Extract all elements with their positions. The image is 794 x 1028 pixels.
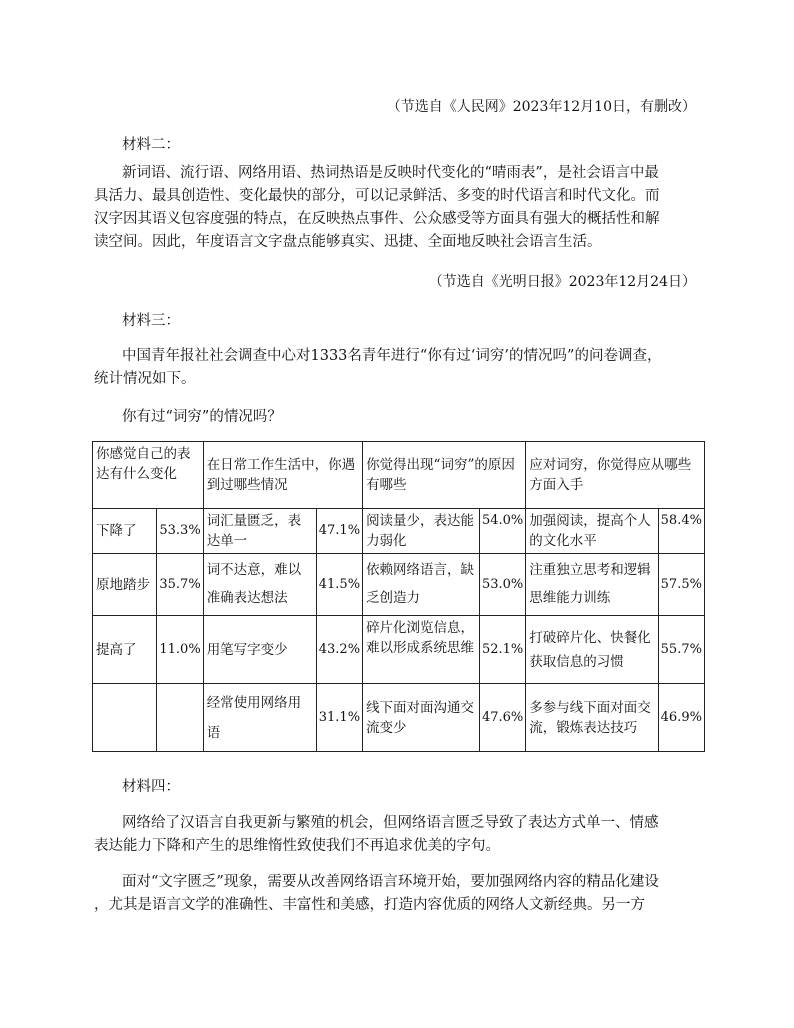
- table-cell: 55.7%: [658, 616, 704, 684]
- table-cell: 11.0%: [157, 616, 203, 684]
- text-line: 汉字因其语义包容度强的特点，在反映热点事件、公众感受等方面具有强大的概括性和解: [94, 211, 660, 227]
- material-4-label: 材料四：: [122, 779, 180, 795]
- text-line: 新词语、流行语、网络用语、热词热语是反映时代变化的“晴雨表”，是社会语言中最: [122, 165, 659, 181]
- header-cell: 你觉得出现“词穷”的原因有哪些: [363, 442, 526, 509]
- table-cell: 53.0%: [479, 554, 525, 616]
- table-cell: 线下面对面沟通交流变少: [363, 684, 480, 752]
- table-cell: 原地踏步: [93, 554, 157, 616]
- table-cell: 注重独立思考和逻辑思维能力训练: [526, 554, 658, 616]
- table-cell: [157, 684, 203, 752]
- table-cell: 词汇量匮乏，表达单一: [203, 509, 316, 554]
- table-cell: 46.9%: [658, 684, 704, 752]
- text-line: 中国青年报社社会调查中心对1333名青年进行“你有过‘词穷’的情况吗”的问卷调查，: [122, 348, 662, 364]
- table-cell: 43.2%: [316, 616, 362, 684]
- table-cell: 多参与线下面对面交流，锻炼表达技巧: [526, 684, 658, 752]
- material-2-label: 材料二：: [122, 137, 180, 153]
- text-line: ，尤其是语言文学的准确性、丰富性和美感，打造内容优质的网络人文新经典。另一方: [94, 897, 645, 913]
- material-2-paragraph: [94, 162, 698, 254]
- table-row: [93, 509, 705, 554]
- table-row: [93, 554, 705, 616]
- table-cell: 47.6%: [479, 684, 525, 752]
- table-cell: 47.1%: [316, 509, 362, 554]
- text-line: 读空间。因此，年度语言文字盘点能够真实、迅捷、全面地反映社会语言生活。: [94, 234, 602, 250]
- text-line: 面对“文字匮乏”现象，需要从改善网络语言环境开始，要加强网络内容的精品化建设: [122, 874, 659, 890]
- table-cell: 提高了: [93, 616, 157, 684]
- table-cell: 词不达意，难以准确表达想法: [203, 554, 316, 616]
- table-cell: 52.1%: [479, 616, 525, 684]
- table-cell: 加强阅读，提高个人的文化水平: [526, 509, 658, 554]
- table-cell: 下降了: [93, 509, 157, 554]
- header-cell: 在日常工作生活中，你遇到过哪些情况: [203, 442, 362, 509]
- text-line: 具活力、最具创造性、变化最快的部分，可以记录鲜活、多变的时代语言和时代文化。而: [94, 188, 660, 204]
- table-row: [93, 684, 705, 752]
- table-title: 你有过“词穷”的情况吗？: [122, 409, 282, 425]
- material-4-paragraph-2: [94, 871, 698, 917]
- table-cell: 依赖网络语言，缺乏创造力: [363, 554, 480, 616]
- text-line: 表达能力下降和产生的思维惰性致使我们不再追求优美的字句。: [94, 838, 500, 854]
- table-cell: 54.0%: [479, 509, 525, 554]
- table-cell: 阅读量少，表达能力弱化: [363, 509, 480, 554]
- text-line: 统计情况如下。: [94, 371, 196, 387]
- table-cell: 31.1%: [316, 684, 362, 752]
- table-cell: 经常使用网络用语: [203, 684, 316, 752]
- table-cell: 碎片化浏览信息，难以形成系统思维: [363, 616, 480, 684]
- table-cell: 53.3%: [157, 509, 203, 554]
- survey-table: [92, 441, 705, 752]
- source-citation-1: （节选自《人民网》2023年12月10日，有删改）: [386, 99, 696, 115]
- table-cell: 35.7%: [157, 554, 203, 616]
- material-3-paragraph: [94, 345, 698, 391]
- table-row: [93, 616, 705, 684]
- table-cell: 41.5%: [316, 554, 362, 616]
- table-cell: 打破碎片化、快餐化获取信息的习惯: [526, 616, 658, 684]
- text-line: 网络给了汉语言自我更新与繁殖的机会，但网络语言匮乏导致了表达方式单一、情感: [122, 815, 659, 831]
- source-citation-2: （节选自《光明日报》2023年12月24日）: [428, 274, 696, 290]
- header-cell: 你感觉自己的表达有什么变化: [93, 442, 204, 509]
- header-cell: 应对词穷，你觉得应从哪些方面入手: [526, 442, 705, 509]
- table-cell: 用笔写字变少: [203, 616, 316, 684]
- table-cell: 57.5%: [658, 554, 704, 616]
- table-header-row: [93, 442, 705, 509]
- table-cell: 58.4%: [658, 509, 704, 554]
- material-3-label: 材料三：: [122, 313, 180, 329]
- material-4-paragraph-1: [94, 812, 698, 858]
- table-cell: [93, 684, 157, 752]
